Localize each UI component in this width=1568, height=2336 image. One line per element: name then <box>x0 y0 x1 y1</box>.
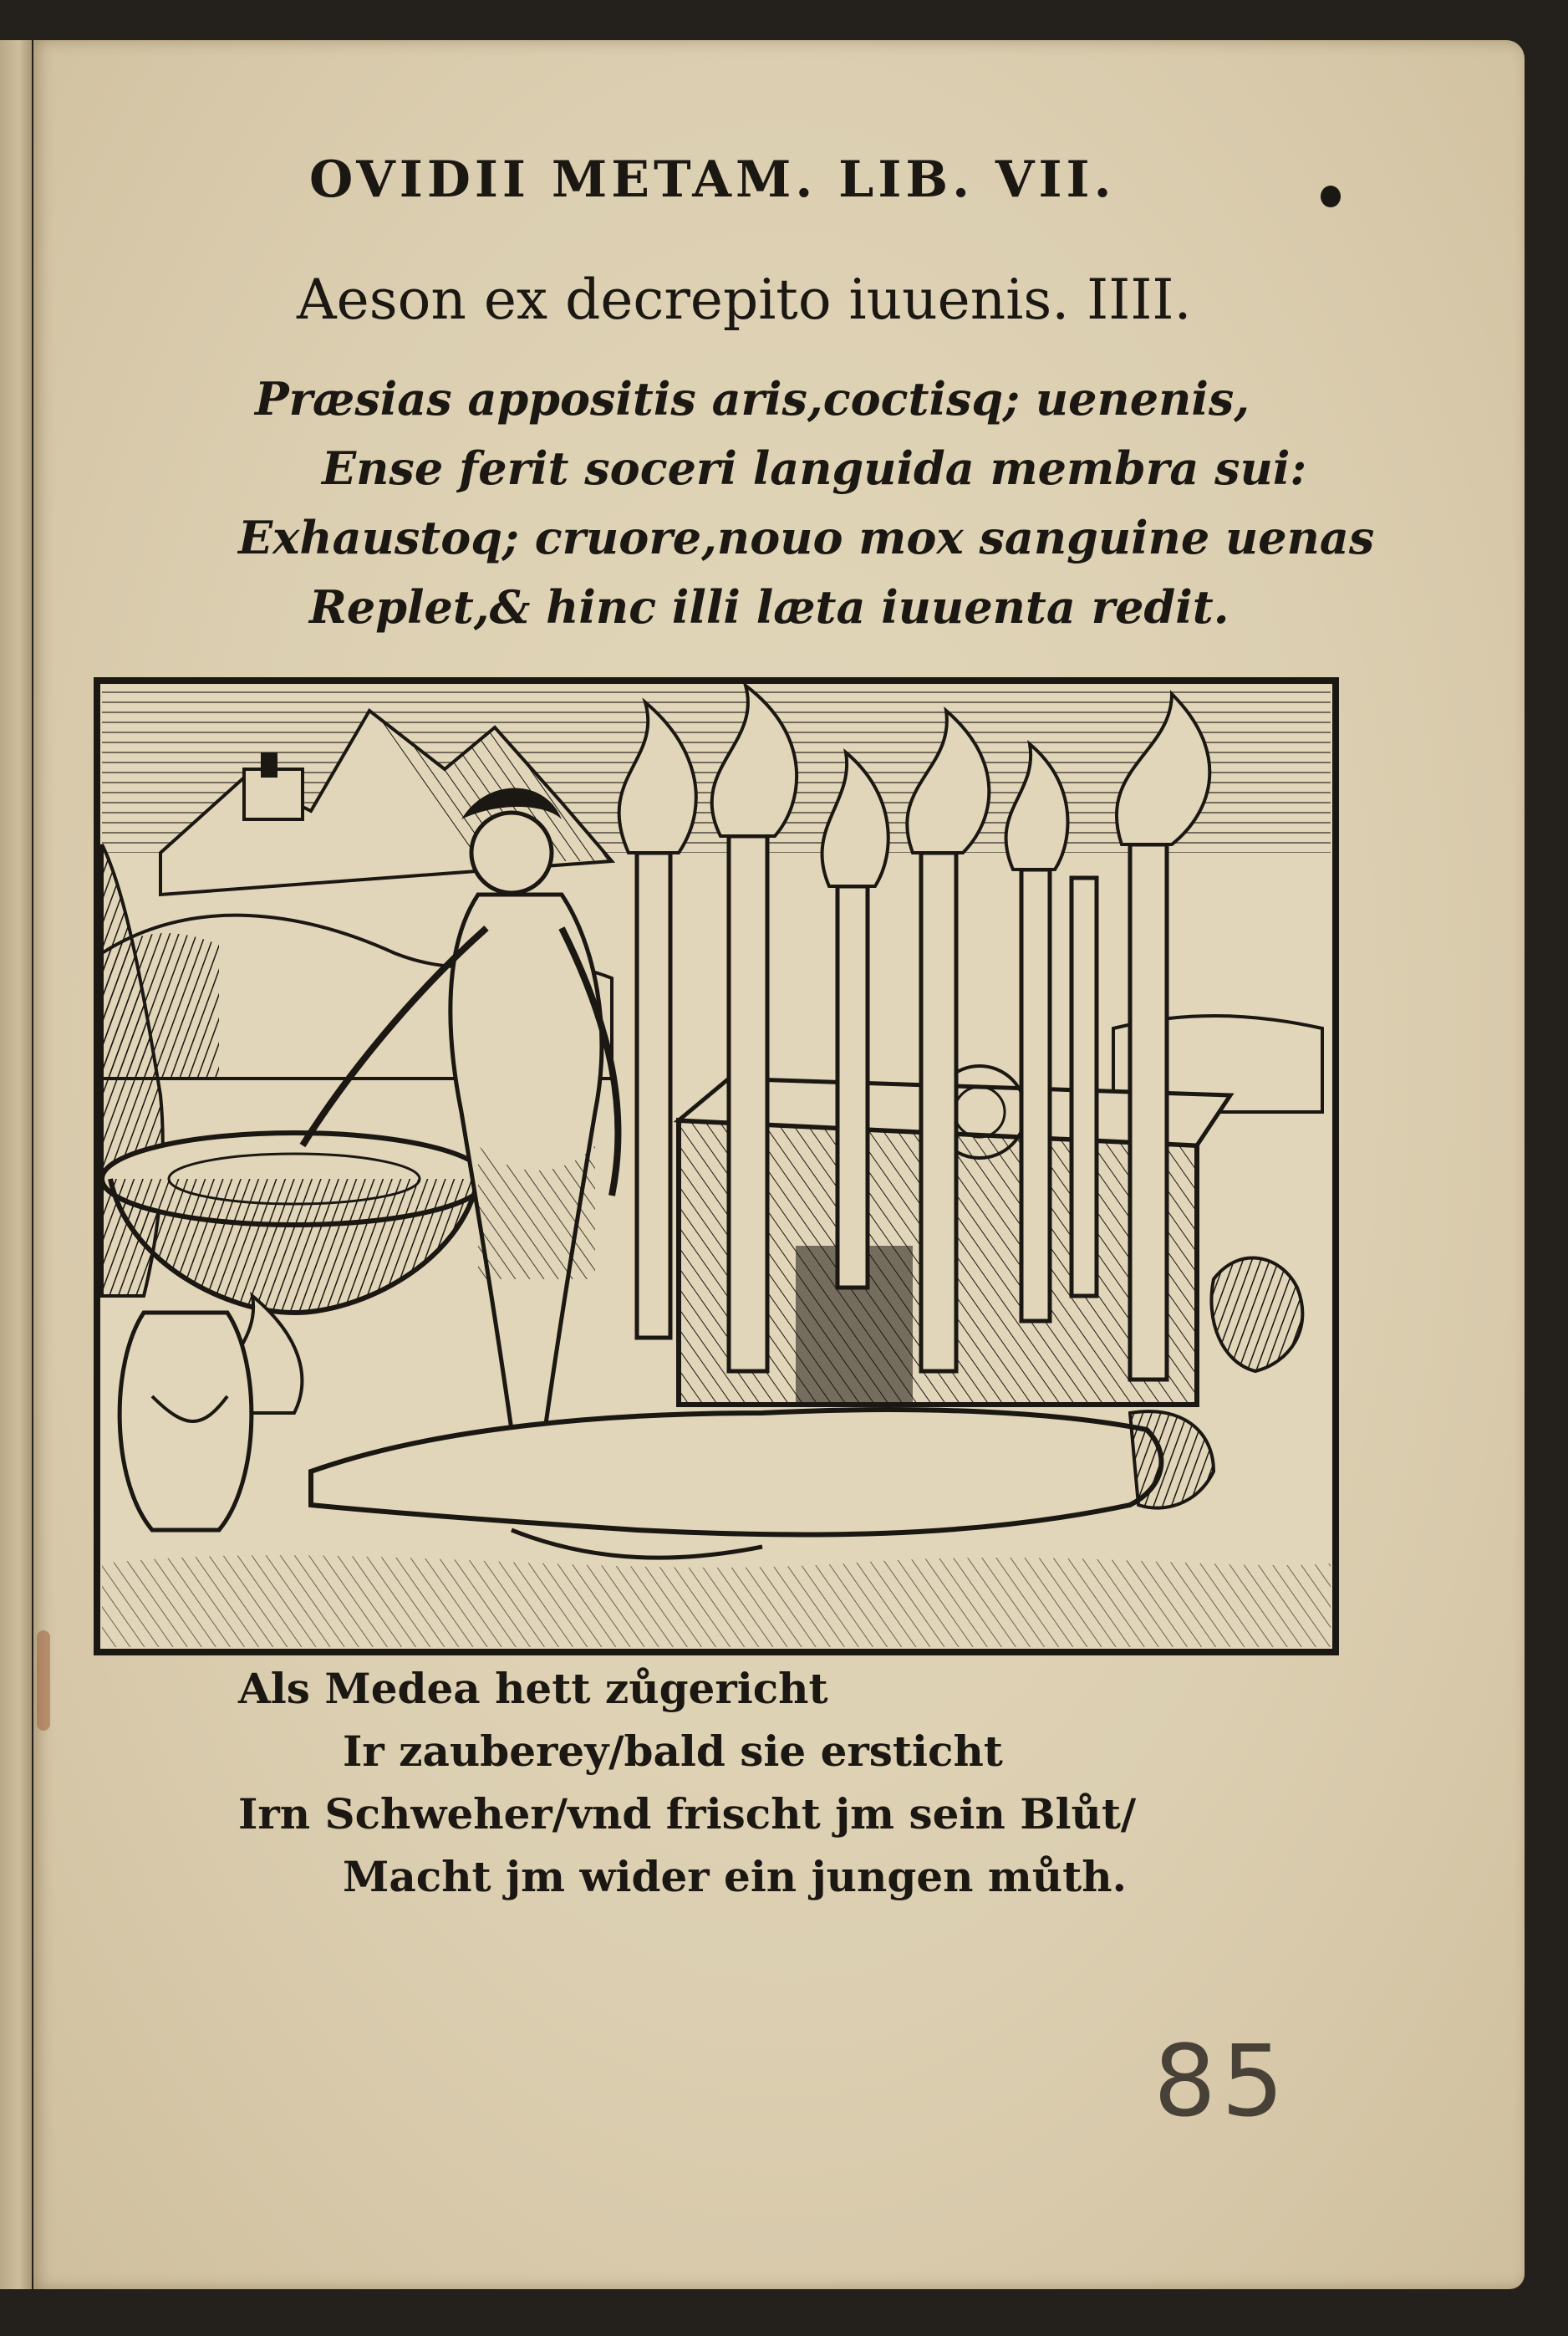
latin-verse-line: Exhaustoq; cruore,nouo mox sanguine uenas <box>238 511 1375 564</box>
latin-verse-line: Ense ferit soceri languida membra sui: <box>322 441 1307 495</box>
german-verse-line: Als Medea hett zůgericht <box>238 1664 828 1713</box>
page-title: Aeson ex decrepito iuuenis. IIII. <box>297 268 1192 332</box>
german-verse-line: Macht jm wider ein jungen můth. <box>343 1852 1128 1901</box>
running-header: OVIDII METAM. LIB. VII. <box>309 150 1116 209</box>
latin-verse-line: Præsias appositis aris,coctisq; uenenis, <box>255 372 1250 426</box>
shelf-number-stamp: 85 <box>1153 2023 1290 2139</box>
german-verse-line: Irn Schweher/vnd frischt jm sein Blůt/ <box>238 1789 1137 1839</box>
latin-verse-line: Replet,& hinc illi læta iuuenta redit. <box>309 580 1229 634</box>
woodcut-illustration <box>94 677 1339 1655</box>
folio-mark <box>1321 186 1341 207</box>
german-verse-line: Ir zauberey/bald sie ersticht <box>343 1726 1003 1776</box>
red-stain <box>37 1630 50 1731</box>
previous-page-edge <box>0 40 32 2289</box>
